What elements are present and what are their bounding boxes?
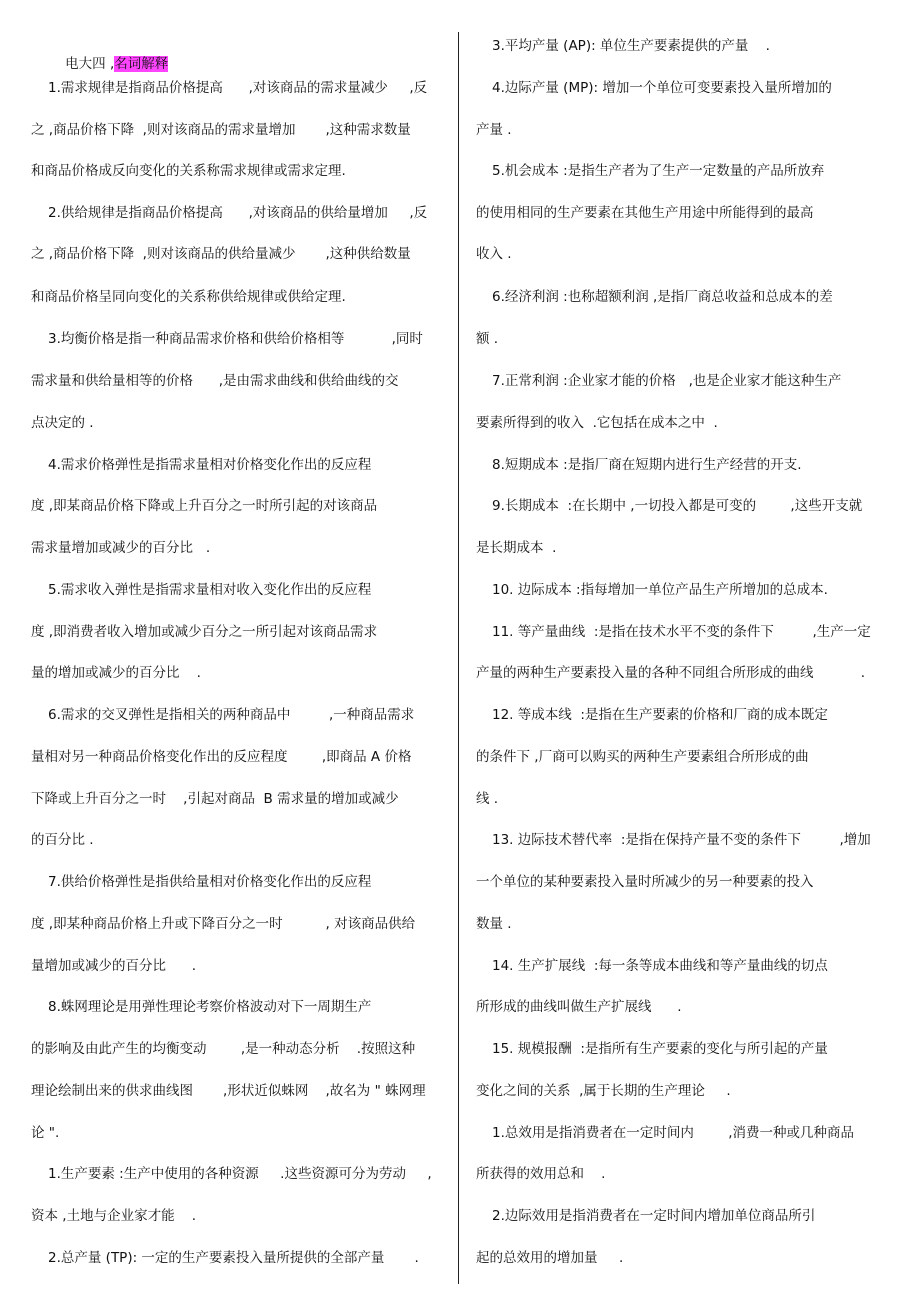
text-line: 的条件下 ,厂商可以购买的两种生产要素组合所形成的曲 (476, 749, 809, 765)
text-line: 1.总效用是指消费者在一定时间内 ,消费一种或几种商品 (492, 1125, 855, 1141)
text-line: 是长期成本 . (476, 540, 557, 556)
text-line: 需求量增加或减少的百分比 . (31, 540, 211, 556)
text-line: 2.总产量 (TP): 一定的生产要素投入量所提供的全部产量 . (48, 1250, 419, 1266)
text-line: 度 ,即某种商品价格上升或下降百分之一时 , 对该商品供给 (31, 916, 416, 932)
text-line: 3.平均产量 (AP): 单位生产要素提供的产量 . (492, 38, 770, 54)
text-line: 资本 ,土地与企业家才能 . (31, 1208, 197, 1224)
text-line: 理论绘制出来的供求曲线图 ,形状近似蛛网 ,故名为 " 蛛网理 (31, 1083, 426, 1099)
text-line: 和商品价格呈同向变化的关系称供给规律或供给定理. (31, 289, 346, 305)
text-line: 5.机会成本 :是指生产者为了生产一定数量的产品所放弃 (492, 163, 825, 179)
text-line: 论 ". (31, 1125, 60, 1141)
text-line: 的使用相同的生产要素在其他生产用途中所能得到的最高 (476, 205, 814, 221)
text-line: 变化之间的关系 ,属于长期的生产理论 . (476, 1083, 731, 1099)
text-line: 下降或上升百分之一时 ,引起对商品 B 需求量的增加或减少 (31, 791, 399, 807)
text-line: 8.短期成本 :是指厂商在短期内进行生产经营的开支. (492, 457, 802, 473)
text-line: 12. 等成本线 :是指在生产要素的价格和厂商的成本既定 (492, 707, 828, 723)
text-line: 13. 边际技术替代率 :是指在保持产量不变的条件下 ,增加 (492, 832, 871, 848)
text-line: 一个单位的某种要素投入量时所减少的另一种要素的投入 (476, 874, 814, 890)
text-line: 数量 . (476, 916, 512, 932)
text-line: 1.需求规律是指商品价格提高 ,对该商品的需求量减少 ,反 (48, 80, 428, 96)
text-line: 线 . (476, 791, 499, 807)
text-line: 7.供给价格弹性是指供给量相对价格变化作出的反应程 (48, 874, 372, 890)
text-line: 2.边际效用是指消费者在一定时间内增加单位商品所引 (492, 1208, 816, 1224)
text-line: 1.生产要素 :生产中使用的各种资源 .这些资源可分为劳动 , (48, 1166, 432, 1182)
text-line: 的百分比 . (31, 832, 94, 848)
text-line: 量的增加或减少的百分比 . (31, 665, 201, 681)
text-line: 需求量和供给量相等的价格 ,是由需求曲线和供给曲线的交 (31, 373, 399, 389)
header-prefix: 电大四 , (65, 56, 115, 72)
text-line: 的影响及由此产生的均衡变动 ,是一种动态分析 .按照这种 (31, 1041, 416, 1057)
text-line: 之 ,商品价格下降 ,则对该商品的需求量增加 ,这种需求数量 (31, 122, 411, 138)
text-line: 度 ,即消费者收入增加或减少百分之一所引起对该商品需求 (31, 624, 378, 640)
text-line: 额 . (476, 331, 499, 347)
text-line: 8.蛛网理论是用弹性理论考察价格波动对下一周期生产 (48, 999, 372, 1015)
text-line: 要素所得到的收入 .它包括在成本之中 . (476, 415, 718, 431)
text-line: 6.经济利润 :也称超额利润 ,是指厂商总收益和总成本的差 (492, 289, 833, 305)
text-line: 量增加或减少的百分比 . (31, 958, 197, 974)
text-line: 14. 生产扩展线 :每一条等成本曲线和等产量曲线的切点 (492, 958, 828, 974)
text-line: 11. 等产量曲线 :是指在技术水平不变的条件下 ,生产一定 (492, 624, 871, 640)
text-line: 度 ,即某商品价格下降或上升百分之一时所引起的对该商品 (31, 498, 378, 514)
text-line: 之 ,商品价格下降 ,则对该商品的供给量减少 ,这种供给数量 (31, 246, 411, 262)
text-line: 2.供给规律是指商品价格提高 ,对该商品的供给量增加 ,反 (48, 205, 428, 221)
text-line: 点决定的 . (31, 415, 94, 431)
header-highlight: 名词解释 (114, 56, 169, 72)
text-line: 7.正常利润 :企业家才能的价格 ,也是企业家才能这种生产 (492, 373, 842, 389)
column-divider (458, 32, 459, 1284)
text-line: 和商品价格成反向变化的关系称需求规律或需求定理. (31, 163, 346, 179)
text-line: 4.边际产量 (MP): 增加一个单位可变要素投入量所增加的 (492, 80, 832, 96)
text-line: 产量的两种生产要素投入量的各种不同组合所形成的曲线 . (476, 665, 865, 681)
text-line: 15. 规模报酬 :是指所有生产要素的变化与所引起的产量 (492, 1041, 828, 1057)
text-line: 4.需求价格弹性是指需求量相对价格变化作出的反应程 (48, 457, 372, 473)
text-line: 量相对另一种商品价格变化作出的反应程度 ,即商品 A 价格 (31, 749, 412, 765)
text-line: 3.均衡价格是指一种商品需求价格和供给价格相等 ,同时 (48, 331, 423, 347)
text-line: 10. 边际成本 :指每增加一单位产品生产所增加的总成本. (492, 582, 828, 598)
text-line: 9.长期成本 :在长期中 ,一切投入都是可变的 ,这些开支就 (492, 498, 863, 514)
text-line: 产量 . (476, 122, 512, 138)
text-line: 所形成的曲线叫做生产扩展线 . (476, 999, 682, 1015)
text-line: 6.需求的交叉弹性是指相关的两种商品中 ,一种商品需求 (48, 707, 415, 723)
text-line: 所获得的效用总和 . (476, 1166, 606, 1182)
text-line: 起的总效用的增加量 . (476, 1250, 624, 1266)
text-line: 5.需求收入弹性是指需求量相对收入变化作出的反应程 (48, 582, 372, 598)
text-line: 收入 . (476, 246, 512, 262)
